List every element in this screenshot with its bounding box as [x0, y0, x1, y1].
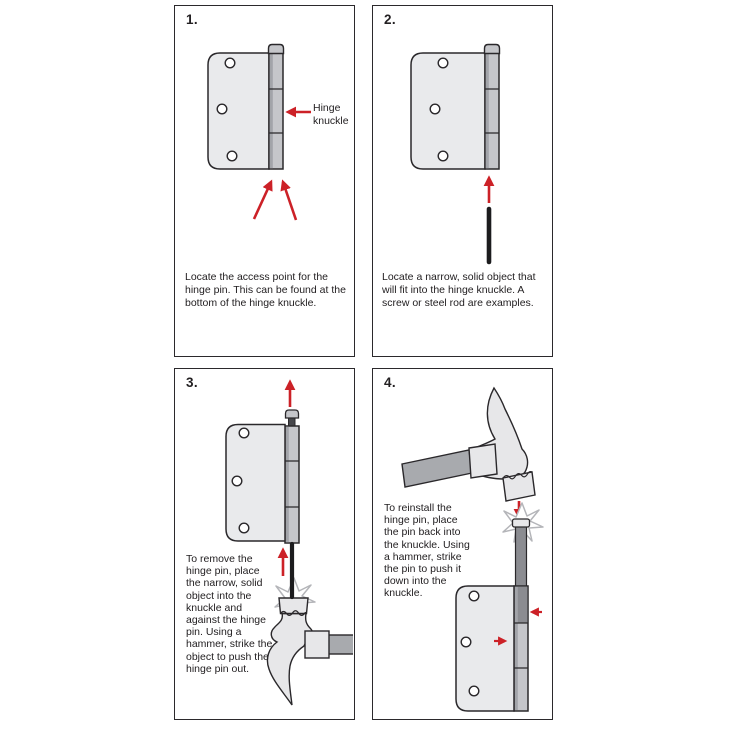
step-caption: To remove the hinge pin, place the narrow, solid object into the knuckle and against the hinge pin. Using a hammer, strike the object to push the hinge pin out.	[186, 553, 273, 675]
panel-step-3	[174, 368, 355, 720]
hinge-pin-cap	[269, 45, 284, 54]
hammer-eye	[469, 444, 497, 478]
panel-step-2	[372, 5, 553, 357]
step-number: 3.	[186, 375, 199, 390]
hinge-plate	[456, 586, 514, 711]
hammer-illustration	[402, 388, 535, 501]
knuckle-shading	[270, 54, 273, 168]
step-number: 1.	[186, 12, 199, 27]
hinge-pin-cap	[485, 45, 500, 54]
pin-cap	[513, 519, 530, 527]
hinge-knuckle-callout: Hinge knuckle	[313, 102, 349, 127]
step-number: 4.	[384, 375, 397, 390]
panel-step-4	[372, 368, 553, 720]
step-number: 2.	[384, 12, 397, 27]
access-point-arrow-right-icon	[283, 182, 296, 220]
hinge-pin-illustration	[513, 519, 530, 588]
hinge-illustration	[411, 45, 500, 170]
hammer-illustration	[267, 598, 353, 705]
step-caption: To reinstall the hinge pin, place the pin back into the knuckle. Using a hammer, strike the pin to push it down into the knuckle.	[384, 502, 470, 600]
hinge-illustration	[456, 586, 528, 711]
hinge-plate	[411, 53, 485, 169]
hammer-eye	[305, 631, 329, 658]
step-caption: Locate the access point for the hinge pin. This can be found at the bottom of the hinge knuckle.	[185, 271, 346, 309]
step-caption: Locate a narrow, solid object that will fit into the hinge knuckle. A screw or steel rod are examples.	[382, 271, 536, 309]
pin-cap	[286, 410, 299, 418]
hammer-handle	[402, 450, 472, 487]
hinge-illustration	[226, 425, 299, 544]
hammer-handle	[327, 635, 353, 654]
knuckle-shading	[286, 427, 289, 542]
knuckle-shading	[515, 587, 518, 710]
pin-rod	[516, 527, 527, 588]
panel-step-1	[174, 5, 355, 357]
knuckle-shading	[486, 54, 489, 168]
hinge-illustration	[208, 45, 284, 170]
access-point-arrow-left-icon	[254, 182, 271, 219]
hammer-head-and-claw	[267, 614, 312, 706]
